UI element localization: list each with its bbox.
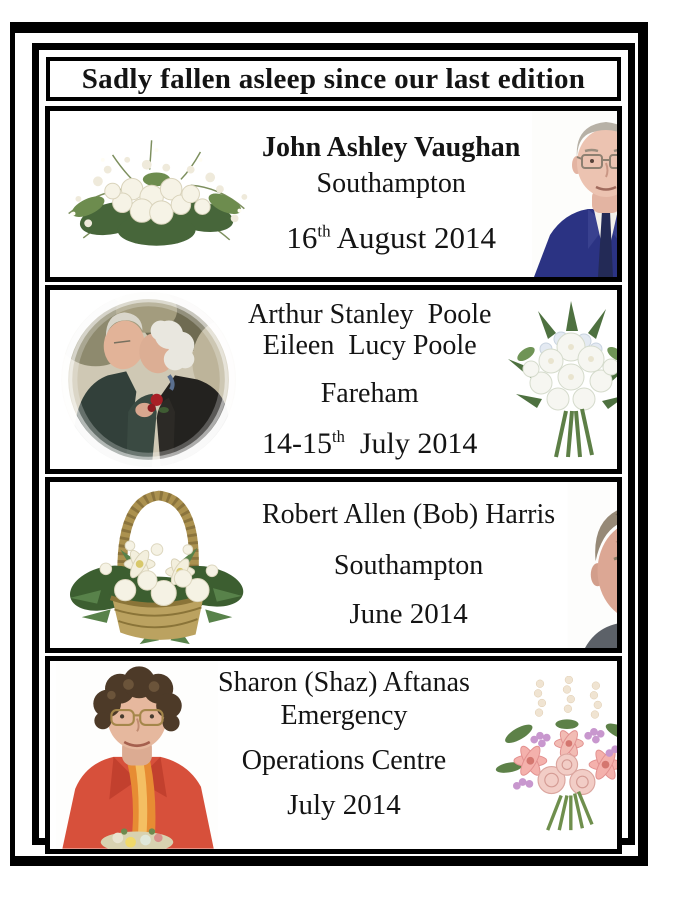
date-ordinal: th bbox=[317, 221, 331, 241]
inner-border bbox=[32, 43, 635, 845]
page-title: Sadly fallen asleep since our last edition bbox=[81, 62, 586, 95]
entry-aftanas bbox=[45, 656, 622, 854]
entry-harris bbox=[45, 477, 622, 653]
entry-text bbox=[218, 661, 470, 849]
couple-kissing-photo-image bbox=[50, 290, 248, 469]
date-main: June 2014 bbox=[349, 598, 468, 631]
date-rest: July 2014 bbox=[344, 426, 478, 460]
deceased-name: Sharon (Shaz) Aftanas bbox=[218, 667, 470, 698]
white-flower-basket-image bbox=[50, 482, 262, 648]
deceased-name: Arthur Stanley Poole bbox=[248, 298, 492, 330]
entry-john-vaughan bbox=[45, 106, 622, 282]
portrait-john-ashley-vaughan-image bbox=[520, 111, 622, 277]
flower-basket-graphic bbox=[59, 482, 254, 648]
date-line bbox=[286, 221, 496, 256]
portrait-sharon-aftanas-image bbox=[50, 661, 218, 849]
bouquet-graphic bbox=[477, 676, 622, 834]
portrait-robert-harris-image bbox=[555, 482, 622, 648]
date-rest: August 2014 bbox=[330, 220, 496, 255]
location: Southampton bbox=[316, 167, 466, 199]
flower-spray-graphic bbox=[54, 119, 259, 269]
date-ordinal: th bbox=[332, 426, 345, 446]
location-2: Operations Centre bbox=[241, 744, 447, 776]
date-main: 14-15 bbox=[262, 426, 333, 460]
memorial-entries bbox=[45, 106, 622, 854]
date-main: 16 bbox=[286, 220, 318, 255]
deceased-name: Robert Allen (Bob) Harris bbox=[262, 499, 556, 531]
deceased-name-2: Eileen Lucy Poole bbox=[262, 330, 477, 362]
date-main: July 2014 bbox=[287, 789, 401, 822]
white-flower-spray-image bbox=[50, 111, 262, 277]
location: Southampton bbox=[333, 549, 484, 581]
location: Fareham bbox=[320, 378, 419, 410]
date-line bbox=[262, 427, 477, 461]
pink-flower-bouquet-image bbox=[470, 661, 622, 849]
deceased-name: John Ashley Vaughan bbox=[262, 132, 521, 164]
entry-text bbox=[248, 290, 491, 469]
couple-photo-graphic bbox=[55, 290, 243, 469]
portrait-photo-graphic bbox=[565, 482, 622, 648]
entry-text bbox=[262, 482, 555, 648]
date-line bbox=[349, 598, 467, 630]
bouquet-graphic bbox=[496, 299, 622, 461]
portrait-photo-graphic bbox=[532, 111, 622, 277]
date-line bbox=[287, 789, 401, 821]
page-title-box bbox=[46, 57, 621, 101]
deceased-names bbox=[248, 299, 491, 362]
location: Emergency bbox=[280, 700, 408, 732]
entry-text bbox=[262, 111, 520, 277]
portrait-photo-graphic bbox=[56, 661, 218, 849]
white-flower-bouquet-image bbox=[491, 290, 622, 469]
entry-poole bbox=[45, 285, 622, 474]
outer-border bbox=[10, 22, 648, 866]
